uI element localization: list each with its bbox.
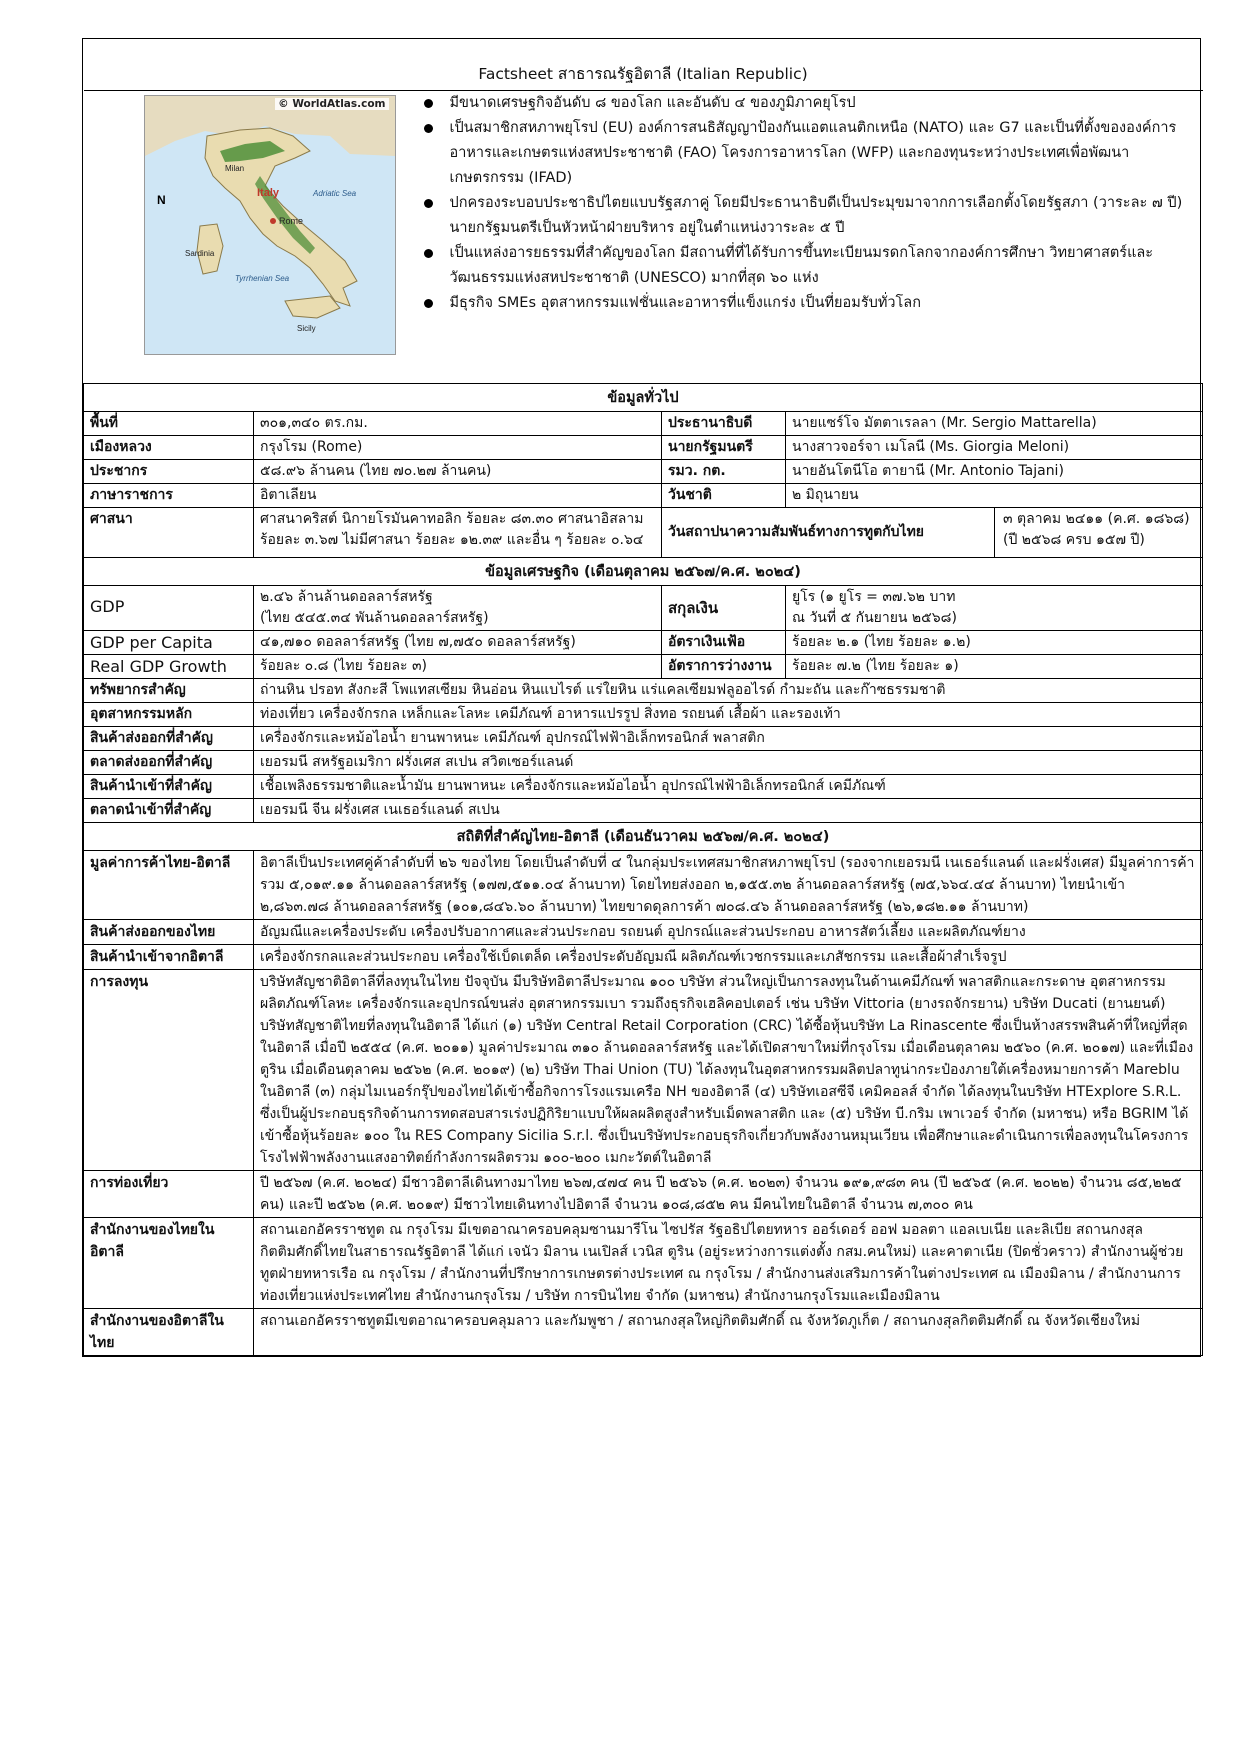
imports-label: สินค้านำเข้าที่สำคัญ [84, 775, 254, 799]
tourism-value: ปี ๒๕๖๗ (ค.ศ. ๒๐๒๔) มีชาวอิตาลีเดินทางมาไทย ๒๖๗,๔๗๔ คน ปี ๒๕๖๖ (ค.ศ. ๒๐๒๓) จำนวน ๑๙๑,๙๘๓ คน (ปี ๒๕๖๕ (ค.ศ. ๒๐๒๒) จำนวน ๘๕,๒๒๕ คน) และปี ๒๕๖๒ (ค.ศ. ๒๐๑๙) มีชาวไทยเดินทางไปอิตาลี จำนวน ๑๐๘,๘๕๒ คน มีคนไทยในอิตาลี จำนวน ๗,๓๐๐ คน [254, 1171, 1203, 1218]
intro-section [84, 91, 1203, 384]
map-credit: © WorldAtlas.com [275, 98, 388, 110]
currency-value-line2: ณ วันที่ ๕ กันยายน ๒๕๖๘) [792, 610, 957, 626]
trade-label: มูลค่าการค้าไทย-อิตาลี [84, 851, 254, 920]
area-value: ๓๐๑,๓๔๐ ตร.กม. [254, 412, 662, 436]
unemployment-value: ร้อยละ ๗.๒ (ไทย ร้อยละ ๑) [786, 655, 1203, 679]
investment-value: บริษัทสัญชาติอิตาลีที่ลงทุนในไทย ปัจจุบัน มีบริษัทอิตาลีประมาณ ๑๐๐ บริษัท ส่วนใหญ่เป็นการลงทุนในด้านเคมีภัณฑ์ พลาสติกและกระดาษ อุตสาหกรรมผลิตภัณฑ์โลหะ เครื่องจักรและอุปกรณ์ขนส่ง อุตสาหกรรมเบา รวมถึงธุรกิจเฮลิคอปเตอร์ เช่น บริษัท Vittoria (ยางรถจักรยาน) บริษัท Ducati (ยานยนต์) บริษัทสัญชาติไทยที่ลงทุนในอิตาลี ได้แก่ (๑) บริษัท Central Retail Corporation (CRC) ได้ซื้อหุ้นบริษัท La Rinascente ซึ่งเป็นห้างสรรพสินค้าที่ใหญ่ที่สุดในอิตาลี เมื่อปี ๒๕๕๔ (ค.ศ. ๒๐๑๑) มูลค่าประมาณ ๓๑๐ ล้านดอลลาร์สหรัฐ และได้เปิดสาขาใหม่ที่กรุงโรม เมื่อเดือนตุลาคม ๒๕๖๐ (ค.ศ. ๒๐๑๗) และที่เมืองตูริน เมื่อเดือนตุลาคม ๒๕๖๒ (ค.ศ. ๒๐๑๙) (๒) บริษัท Thai Union (TU) ได้ลงทุนในอุตสาหกรรมผลิตปลาทูน่ากระป๋องภายใต้เครื่องหมายการค้า Mareblu ในอิตาลี (๓) กลุ่มไมเนอร์กรุ๊ปของไทยได้เข้าซื้อกิจการโรงแรมเครือ NH ของอิตาลี (๔) บริษัทเอสซีจี เคมิคอลส์ จำกัด ได้ลงทุนในบริษัท HTExplore S.R.L. ซึ่งเป็นผู้ประกอบธุรกิจด้านการทดสอบสารเร่งปฏิกิริยาแบบให้ผลผลิตสูงสำหรับเม็ดพลาสติก และ (๕) บริษัท บี.กริม เพาเวอร์ จำกัด (มหาชน) หรือ BGRIM ได้เข้าซื้อหุ้นร้อยละ ๑๐๐ ใน RES Company Sicilia S.r.l. ซึ่งเป็นบริษัทประกอบธุรกิจเกี่ยวกับพลังงานหมุนเวียน เพื่อศึกษาและดำเนินการเพื่อลงทุนในโครงการโรงไฟฟ้าพลังงานแสงอาทิตย์กำลังการผลิตรวม ๑๐๐-๒๐๐ เมกะวัตต์ในอิตาลี [254, 970, 1203, 1171]
relations-cell [662, 508, 1203, 558]
president-label [662, 412, 786, 436]
national-day-label: วันชาติ [662, 484, 786, 508]
area-label: พื้นที่ [84, 412, 254, 436]
export-markets-label: ตลาดส่งออกที่สำคัญ [84, 751, 254, 775]
it-offices-label: สำนักงานของอิตาลีในไทย [84, 1309, 254, 1356]
factsheet-table [83, 39, 1203, 1356]
currency-value-line1: ยูโร (๑ ยูโร = ๓๗.๖๒ บาท [792, 589, 956, 605]
relations-value [995, 508, 1203, 557]
exports-label: สินค้าส่งออกที่สำคัญ [84, 727, 254, 751]
growth-label: Real GDP Growth [84, 655, 254, 679]
relations-date: ๓ ตุลาคม ๒๔๑๑ (ค.ศ. ๑๘๖๘) [1003, 511, 1190, 527]
resources-label: ทรัพยากรสำคัญ [84, 679, 254, 703]
president-value: นายแซร์โจ มัตตาเรลลา (Mr. Sergio Mattarella) [786, 412, 1203, 436]
map-label-italy: Italy [256, 187, 279, 199]
th-offices-value: สถานเอกอัครราชทูต ณ กรุงโรม มีเขตอาณาครอบคลุมซานมารีโน ไซปรัส รัฐอธิปไตยทหาร ออร์เดอร์ ออฟ มอลตา แอลเบเนีย และลิเบีย สถานกงสุลกิตติมศักดิ์ไทยในสาธารณรัฐอิตาลี ได้แก่ เจนัว มิลาน เนเปิลส์ เวนิส ตูริน (อยู่ระหว่างการแต่งตั้ง กสม.คนใหม่) และคาตาเนีย (ปิดชั่วคราว) สำนักงานผู้ช่วยทูตฝ่ายทหารเรือ ณ กรุงโรม / สำนักงานที่ปรึกษาการเกษตรต่างประเทศ ณ กรุงโรม / สำนักงานส่งเสริมการค้าในต่างประเทศ ณ เมืองมิลาน / สำนักงานการท่องเที่ยวแห่งประเทศไทย สำนักงานกรุงโรม / บริษัท การบินไทย จำกัด (มหาชน) สำนักงานกรุงโรมและเมืองมิลาน [254, 1218, 1203, 1309]
import-markets-value: เยอรมนี จีน ฝรั่งเศส เนเธอร์แลนด์ สเปน [254, 799, 1203, 823]
map-label-sicily: Sicily [296, 324, 316, 333]
religion-label: ศาสนา [84, 508, 254, 558]
population-value: ๕๘.๙๖ ล้านคน (ไทย ๗๐.๒๗ ล้านคน) [254, 460, 662, 484]
resources-value: ถ่านหิน ปรอท สังกะสี โพแทสเซียม หินอ่อน หินแบไรต์ แร่ใยหิน แร่แคลเซียมฟลูออไรด์ กำมะถัน และก๊าซธรรมชาติ [254, 679, 1203, 703]
population-label: ประชากร [84, 460, 254, 484]
italy-map-graphic [145, 96, 395, 354]
map-rome-marker [270, 218, 276, 224]
th-imports-label: สินค้านำเข้าจากอิตาลี [84, 945, 254, 970]
relations-table [662, 508, 1202, 557]
stats-heading: สถิติที่สำคัญไทย-อิตาลี (เดือนธันวาคม ๒๕๖๗/ค.ศ. ๒๐๒๔) [84, 823, 1203, 851]
unemployment-label: อัตราการว่างงาน [662, 655, 786, 679]
map-label-sardinia: Sardinia [184, 249, 214, 258]
intro-bullet-list [422, 91, 1199, 316]
th-exports-value: อัญมณีและเครื่องประดับ เครื่องปรับอากาศและส่วนประกอบ รถยนต์ อุปกรณ์และส่วนประกอบ อาหารสัตว์เลี้ยง และผลิตภัณฑ์ยาง [254, 920, 1203, 945]
tourism-label: การท่องเที่ยว [84, 1171, 254, 1218]
religion-value: ศาสนาคริสต์ นิกายโรมันคาทอลิก ร้อยละ ๘๓.๓๐ ศาสนาอิสลาม ร้อยละ ๓.๖๗ ไม่มีศาสนา ร้อยละ ๑๒.๓๙ และอื่น ๆ ร้อยละ ๐.๖๔ [254, 508, 662, 558]
intro-bullet: เป็นสมาชิกสหภาพยุโรป (EU) องค์การสนธิสัญญาป้องกันแอตแลนติกเหนือ (NATO) และ G7 และเป็นที่ตั้งขององค์การอาหารและเกษตรแห่งสหประชาชาติ (FAO) โครงการอาหารโลก (WFP) และกองทุนระหว่างประเทศเพื่อพัฒนาเกษตรกรรม (IFAD) [422, 116, 1199, 191]
page-title: Factsheet สาธารณรัฐอิตาลี (Italian Republic) [478, 65, 808, 83]
national-day-value: ๒ มิถุนายน [786, 484, 1203, 508]
currency-value [786, 586, 1203, 631]
map-label-adriatic: Adriatic Sea [312, 189, 356, 198]
investment-label: การลงทุน [84, 970, 254, 1171]
th-imports-value: เครื่องจักรกลและส่วนประกอบ เครื่องใช้เบ็ดเตล็ด เครื่องประดับอัญมณี ผลิตภัณฑ์เวชกรรมและเภสัชกรรม และเสื้อผ้าสำเร็จรูป [254, 945, 1203, 970]
gdp-value-line2: (ไทย ๕๔๕.๓๔ พันล้านดอลลาร์สหรัฐ) [260, 610, 489, 626]
pm-value: นางสาวจอร์จา เมโลนี (Ms. Giorgia Meloni) [786, 436, 1203, 460]
gdp-label: GDP [84, 586, 254, 631]
factsheet [82, 38, 1201, 1357]
economy-heading: ข้อมูลเศรษฐกิจ (เดือนตุลาคม ๒๕๖๗/ค.ศ. ๒๐๒๔) [84, 558, 1203, 586]
exports-value: เครื่องจักรและหม้อไอน้ำ ยานพาหนะ เคมีภัณฑ์ อุปกรณ์ไฟฟ้าอิเล็กทรอนิกส์ พลาสติก [254, 727, 1203, 751]
language-label: ภาษาราชการ [84, 484, 254, 508]
gdppc-label: GDP per Capita [84, 631, 254, 655]
title-cell [84, 39, 1203, 91]
th-exports-label: สินค้าส่งออกของไทย [84, 920, 254, 945]
intro-bullet: มีขนาดเศรษฐกิจอันดับ ๘ ของโลก และอันดับ ๔ ของภูมิภาคยุโรป [422, 91, 1199, 116]
gdppc-value: ๔๑,๗๑๐ ดอลลาร์สหรัฐ (ไทย ๗,๗๕๐ ดอลลาร์สหรัฐ) [254, 631, 662, 655]
relations-years: (ปี ๒๕๖๘ ครบ ๑๕๗ ปี) [1003, 532, 1145, 548]
map-label-milan: Milan [224, 164, 244, 173]
import-markets-label: ตลาดนำเข้าที่สำคัญ [84, 799, 254, 823]
map-label-rome: Rome [278, 216, 303, 226]
capital-value: กรุงโรม (Rome) [254, 436, 662, 460]
inflation-label: อัตราเงินเฟ้อ [662, 631, 786, 655]
inflation-value: ร้อยละ ๒.๑ (ไทย ร้อยละ ๑.๒) [786, 631, 1203, 655]
growth-value: ร้อยละ ๐.๘ (ไทย ร้อยละ ๓) [254, 655, 662, 679]
fm-label: รมว. กต. [662, 460, 786, 484]
industry-value: ท่องเที่ยว เครื่องจักรกล เหล็กและโลหะ เคมีภัณฑ์ อาหารแปรรูป สิ่งทอ รถยนต์ เสื้อผ้า และรองเท้า [254, 703, 1203, 727]
president-label-text: ประธานาธิบดี [668, 415, 753, 431]
italy-map [144, 95, 396, 355]
currency-label: สกุลเงิน [662, 586, 786, 631]
trade-value: อิตาลีเป็นประเทศคู่ค้าลำดับที่ ๒๖ ของไทย โดยเป็นลำดับที่ ๔ ในกลุ่มประเทศสมาชิกสหภาพยุโรป (รองจากเยอรมนี เนเธอร์แลนด์ และฝรั่งเศส) มีมูลค่าการค้ารวม ๕,๐๑๙.๑๑ ล้านดอลลาร์สหรัฐ (๑๗๗,๕๑๑.๐๔ ล้านบาท) โดยไทยส่งออก ๒,๑๕๕.๓๒ ล้านดอลลาร์สหรัฐ (๗๕,๖๖๔.๔๔ ล้านบาท) ไทยนำเข้า ๒,๘๖๓.๗๘ ล้านดอลลาร์สหรัฐ (๑๐๑,๘๔๖.๖๐ ล้านบาท) ไทยขาดดุลการค้า ๗๐๘.๔๖ ล้านดอลลาร์สหรัฐ (๒๖,๑๘๒.๑๑ ล้านบาท) [254, 851, 1203, 920]
intro-bullet: เป็นแหล่งอารยธรรมที่สำคัญของโลก มีสถานที่ที่ได้รับการขึ้นทะเบียนมรดกโลกจากองค์การศึกษา วิทยาศาสตร์และวัฒนธรรมแห่งสหประชาชาติ (UNESCO) มากที่สุด ๖๐ แห่ง [422, 241, 1199, 291]
industry-label: อุตสาหกรรมหลัก [84, 703, 254, 727]
it-offices-value: สถานเอกอัครราชทูตมีเขตอาณาครอบคลุมลาว และกัมพูชา / สถานกงสุลใหญ่กิตติมศักดิ์ ณ จังหวัดภูเก็ต / สถานกงสุลกิตติมศักดิ์ ณ จังหวัดเชียงใหม่ [254, 1309, 1203, 1356]
th-offices-label: สำนักงานของไทยในอิตาลี [84, 1218, 254, 1309]
general-heading: ข้อมูลทั่วไป [84, 384, 1203, 412]
language-value: อิตาเลียน [254, 484, 662, 508]
capital-label: เมืองหลวง [84, 436, 254, 460]
imports-value: เชื้อเพลิงธรรมชาติและน้ำมัน ยานพาหนะ เครื่องจักรและหม้อไอน้ำ อุปกรณ์ไฟฟ้าอิเล็กทรอนิกส์ เคมีภัณฑ์ [254, 775, 1203, 799]
pm-label: นายกรัฐมนตรี [662, 436, 786, 460]
gdp-value [254, 586, 662, 631]
export-markets-value: เยอรมนี สหรัฐอเมริกา ฝรั่งเศส สเปน สวิตเซอร์แลนด์ [254, 751, 1203, 775]
map-north-icon: N [156, 193, 166, 207]
map-label-tyrrhenian: Tyrrhenian Sea [234, 274, 289, 283]
intro-bullet: มีธุรกิจ SMEs อุตสาหกรรมแฟชั่นและอาหารที่แข็งแกร่ง เป็นที่ยอมรับทั่วโลก [422, 291, 1199, 316]
gdp-value-line1: ๒.๔๖ ล้านล้านดอลลาร์สหรัฐ [260, 589, 433, 605]
fm-value: นายอันโตนีโอ ตายานี (Mr. Antonio Tajani) [786, 460, 1203, 484]
intro-bullet: ปกครองระบอบประชาธิปไตยแบบรัฐสภาคู่ โดยมีประธานาธิบดีเป็นประมุขมาจากการเลือกตั้งโดยรัฐสภา (วาระละ ๗ ปี) นายกรัฐมนตรีเป็นหัวหน้าฝ่ายบริหาร อยู่ในตำแหน่งวาระละ ๕ ปี [422, 191, 1199, 241]
relations-label: วันสถาปนาความสัมพันธ์ทางการทูตกับไทย [662, 508, 995, 557]
